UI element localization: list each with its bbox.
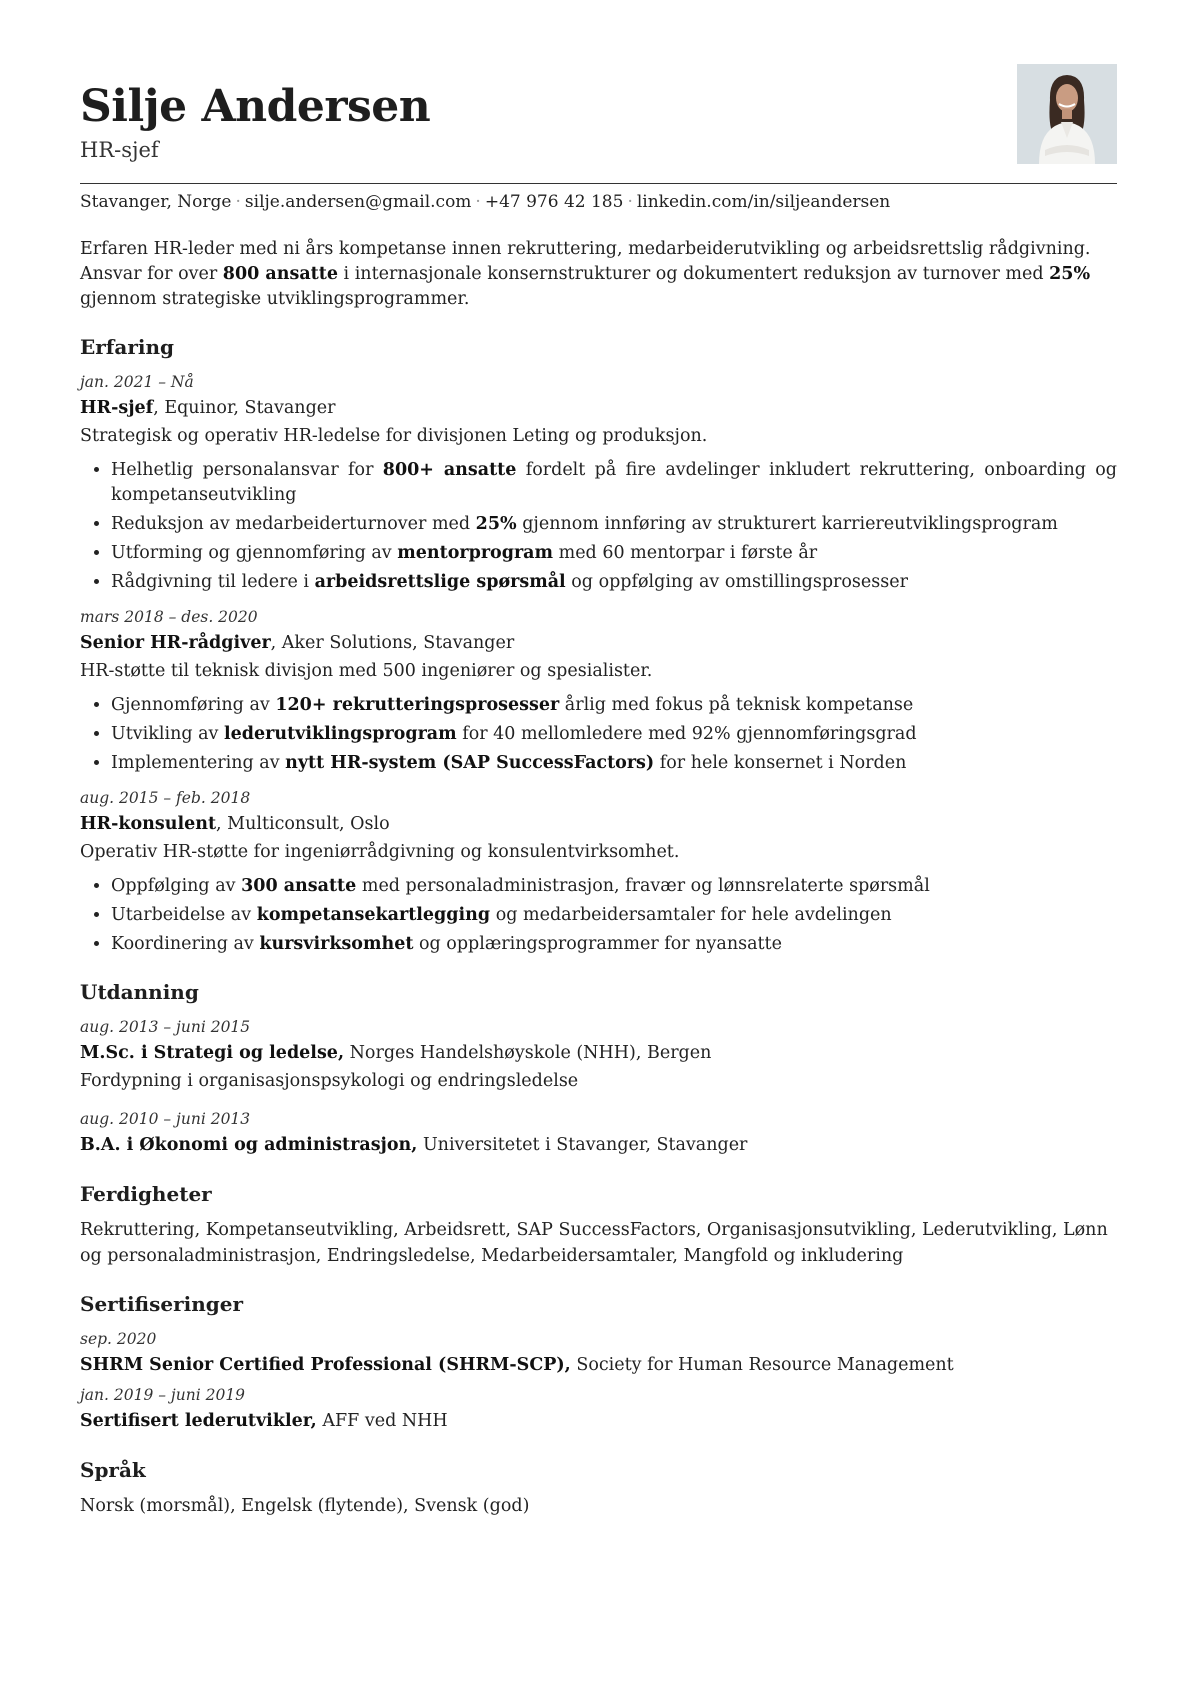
job-bullets [80, 693, 1117, 776]
job-title-line [80, 629, 1117, 657]
job-bullet [111, 751, 1117, 776]
contact-separator: · [235, 192, 241, 212]
bullet-text: fordelt på fire avdelinger inkludert rekruttering, onboarding og kompetanseutvikling [111, 460, 1118, 505]
bullet-text: Reduksjon av medarbeiderturnover med [111, 514, 476, 534]
job-title-line [80, 810, 1117, 838]
job-bullets [80, 874, 1117, 957]
bullet-text: og opplæringsprogrammer for nyansatte [413, 934, 782, 954]
skills-list: Rekruttering, Kompetanseutvikling, Arbeidsrett, SAP SuccessFactors, Organisasjonsutvikling, Lederutvikling, Lønn og personaladministrasjon, Endringsledelse, Medarbeidersamtaler, Mangfold og inkludering [80, 1220, 1108, 1266]
job-date: aug. 2015 – feb. 2018 [80, 789, 251, 807]
certification-date: sep. 2020 [80, 1330, 157, 1348]
job-title: HR-konsulent [80, 814, 217, 834]
job-date: jan. 2021 – Nå [80, 373, 194, 391]
bullet-text: Helhetlig personalansvar for [111, 460, 383, 480]
skills-section [80, 1179, 1117, 1269]
section-heading-languages: Språk [80, 1458, 146, 1482]
languages-list: Norsk (morsmål), Engelsk (flytende), Svensk (god) [80, 1496, 530, 1516]
bullet-highlight: kompetansekartlegging [256, 905, 491, 925]
certification-name: SHRM Senior Certified Professional (SHRM-SCP), [80, 1355, 571, 1375]
contact-email[interactable]: silje.andersen@gmail.com [244, 192, 472, 212]
job-bullet [111, 541, 1117, 566]
bullet-text: Rådgivning til ledere i [111, 572, 315, 592]
bullet-text: årlig med fokus på teknisk kompetanse [559, 695, 914, 715]
bullet-highlight: 300 ansatte [241, 876, 357, 896]
job-bullet [111, 903, 1117, 928]
bullet-text: Implementering av [111, 753, 286, 773]
bullet-text: med 60 mentorpar i første år [553, 543, 818, 563]
job-title-line [80, 394, 1117, 422]
bullet-highlight: mentorprogram [397, 543, 554, 563]
job-bullet [111, 693, 1117, 718]
bullet-highlight: lederutviklingsprogram [223, 724, 457, 744]
education-title-line [80, 1131, 1117, 1159]
certification-entry [80, 1327, 1117, 1379]
bullet-text: og oppfølging av omstillingsprosesser [565, 572, 908, 592]
education-degree: B.A. i Økonomi og administrasjon, [80, 1135, 418, 1155]
bullet-highlight: 800+ ansatte [382, 460, 517, 480]
job-bullet [111, 512, 1117, 537]
bullet-text: og medarbeidersamtaler for hele avdelingen [490, 905, 892, 925]
education-degree: M.Sc. i Strategi og ledelse, [80, 1043, 345, 1063]
bullet-text: med personaladministrasjon, fravær og lønnsrelaterte spørsmål [356, 876, 930, 896]
contact-separator: · [475, 192, 481, 212]
job-bullet [111, 570, 1117, 595]
certification-title-line [80, 1351, 1117, 1379]
education-title-line [80, 1039, 1117, 1067]
resume-content [80, 0, 1117, 1519]
bullet-highlight: arbeidsrettslige spørsmål [314, 572, 566, 592]
job-entry [80, 605, 1117, 776]
bullet-text: for hele konsernet i Norden [654, 753, 907, 773]
job-bullet [111, 458, 1117, 508]
job-date: mars 2018 – des. 2020 [80, 608, 258, 626]
education-date: aug. 2013 – juni 2015 [80, 1018, 251, 1036]
header-divider [80, 183, 1117, 184]
person-portrait-icon [1017, 64, 1117, 164]
bullet-text: Utforming og gjennomføring av [111, 543, 398, 563]
section-heading-education: Utdanning [80, 980, 199, 1004]
job-bullet [111, 722, 1117, 747]
certification-entry [80, 1383, 1117, 1435]
bullet-highlight: 25% [475, 514, 517, 534]
bullet-text: Utarbeidelse av [111, 905, 257, 925]
certification-issuer: AFF ved NHH [316, 1411, 448, 1431]
certifications-section [80, 1289, 1117, 1435]
education-date: aug. 2010 – juni 2013 [80, 1110, 251, 1128]
job-org: , Multiconsult, Oslo [216, 814, 390, 834]
bullet-text: Oppfølging av [111, 876, 242, 896]
candidate-name: Silje Andersen [80, 81, 431, 132]
job-bullet [111, 874, 1117, 899]
job-title: Senior HR-rådgiver [80, 633, 271, 653]
job-entry [80, 786, 1117, 957]
experience-section [80, 332, 1117, 957]
contact-location: Stavanger, Norge [80, 192, 232, 212]
job-org: , Aker Solutions, Stavanger [270, 633, 515, 653]
job-bullet [111, 932, 1117, 957]
bullet-text: Koordinering av [111, 934, 260, 954]
bullet-text: gjennom innføring av strukturert karriereutviklingsprogram [516, 514, 1058, 534]
summary-paragraph [80, 237, 1117, 312]
certification-name: Sertifisert lederutvikler, [80, 1411, 317, 1431]
education-school: Norges Handelshøyskole (NHH), Bergen [344, 1043, 712, 1063]
job-org: , Equinor, Stavanger [153, 398, 336, 418]
job-bullets [80, 458, 1117, 595]
education-section [80, 977, 1117, 1159]
bullet-highlight: nytt HR-system (SAP SuccessFactors) [285, 753, 655, 773]
education-entry [80, 1015, 1117, 1095]
job-title: HR-sjef [80, 398, 154, 418]
section-heading-skills: Ferdigheter [80, 1182, 212, 1206]
contact-linkedin[interactable]: linkedin.com/in/siljeandersen [636, 192, 891, 212]
certification-issuer: Society for Human Resource Management [570, 1355, 954, 1375]
summary-highlight: 25% [1049, 264, 1091, 284]
bullet-text: for 40 mellomledere med 92% gjennomføringsgrad [456, 724, 917, 744]
bullet-highlight: kursvirksomhet [259, 934, 414, 954]
job-description: Strategisk og operativ HR-ledelse for divisjonen Leting og produksjon. [80, 426, 708, 446]
job-entry [80, 370, 1117, 595]
contact-line [80, 189, 890, 215]
candidate-role: HR-sjef [80, 138, 159, 162]
section-heading-experience: Erfaring [80, 335, 175, 359]
job-description: Operativ HR-støtte for ingeniørrådgivning og konsulentvirksomhet. [80, 842, 680, 862]
bullet-text: Utvikling av [111, 724, 224, 744]
bullet-text: Gjennomføring av [111, 695, 276, 715]
education-note: Fordypning i organisasjonspsykologi og endringsledelse [80, 1071, 579, 1091]
job-description: HR-støtte til teknisk divisjon med 500 ingeniører og spesialister. [80, 661, 653, 681]
section-heading-certifications: Sertifiseringer [80, 1292, 243, 1316]
resume-header [80, 0, 1117, 212]
summary-text: Erfaren HR-leder med ni års kompetanse innen rekruttering, medarbeiderutvikling og arbeidsrettslig rådgivning. Ansvar for over [80, 239, 1091, 284]
bullet-highlight: 120+ rekrutteringsprosesser [275, 695, 560, 715]
contact-separator: · [627, 192, 633, 212]
summary-text: gjennom strategiske utviklingsprogrammer. [80, 289, 470, 309]
profile-photo [1017, 64, 1117, 164]
certification-date: jan. 2019 – juni 2019 [80, 1386, 246, 1404]
certification-title-line [80, 1407, 1117, 1435]
languages-section [80, 1455, 1117, 1519]
education-school: Universitetet i Stavanger, Stavanger [417, 1135, 748, 1155]
contact-phone[interactable]: +47 976 42 185 [484, 192, 624, 212]
summary-highlight: 800 ansatte [222, 264, 338, 284]
education-entry [80, 1107, 1117, 1159]
summary-text: i internasjonale konsernstrukturer og dokumentert reduksjon av turnover med [337, 264, 1050, 284]
